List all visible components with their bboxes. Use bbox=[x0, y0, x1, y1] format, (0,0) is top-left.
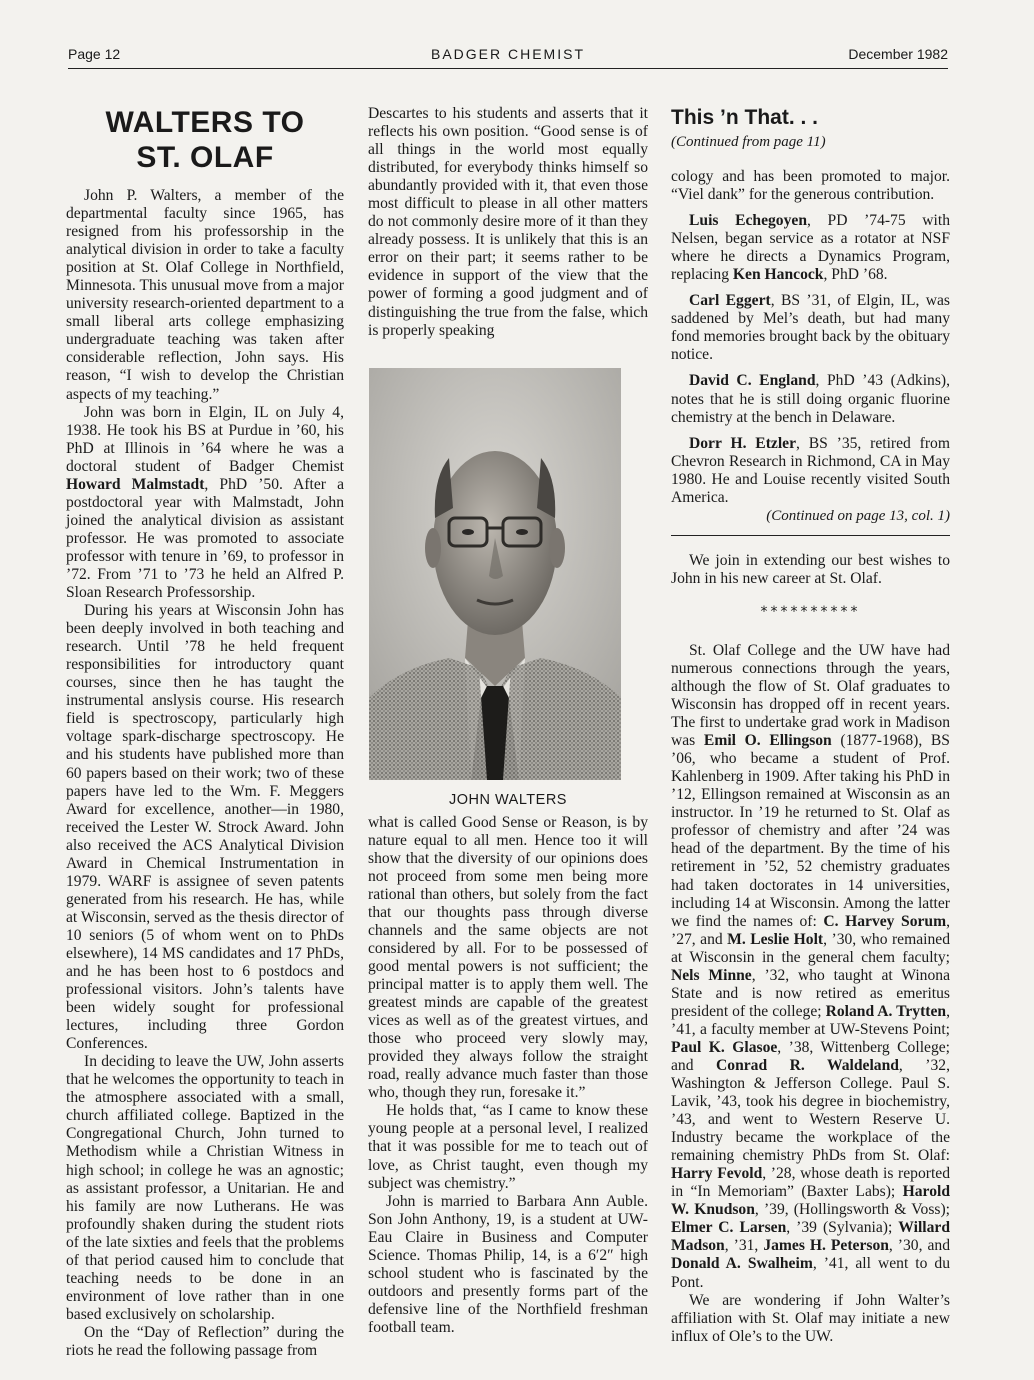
publication-title: BADGER CHEMIST bbox=[430, 46, 585, 62]
article-paragraph: Descartes to his students and asserts that it reflects his own position. “Good sense is of all things in the world most equally distributed, for everybody thinks himself so abundantly provided with it, that even those most difficult to please in all other matters do not commonly desire more of it than they already possess. It is unlikely that this is an error on their part; it seems rather to be evidence in support of the view that the power of forming a good judgment and of distinguishing the true from the false, which is properly speaking bbox=[368, 105, 648, 339]
continued-from-note: (Continued from page 11) bbox=[671, 134, 826, 150]
sidebar-entry: David C. England, PhD ’43 (Adkins), notes that he is still doing organic fluorine chemistry at the bench in Delaware. bbox=[671, 372, 950, 426]
sidebar-entry: Luis Echegoyen, PD ’74-75 with Nelsen, began service as a rotator at NSF where he directs a Dynamics Program, replacing Ken Hancock, PhD ’68. bbox=[671, 212, 950, 284]
photo-caption: JOHN WALTERS bbox=[449, 791, 567, 808]
article-paragraph: John was born in Elgin, IL on July 4, 1938. He took his BS at Purdue in ’60, his PhD at Illinois in ’64 where he was a doctoral student of Badger Chemist Howard Malmstadt, PhD ’50. After a postdoctoral year with Malmstadt, John joined the analytical division as assistant professor. He was promoted to associate professor with tenure in ’69, to professor in ’72. From ’71 to ’73 he held an Alfred P. Sloan Research Professorship. bbox=[66, 403, 344, 602]
article-paragraph: St. Olaf College and the UW have had numerous connections through the years, although the flow of St. Olaf graduates to Wisconsin has dropped off in recent years. The first to undertake grad work in Madison was Emil O. Ellingson (1877-1968), BS ’06, who became a student of Prof. Kahlenberg in 1909. After taking his PhD in ’12, Ellingson remained at Wisconsin as an instructor. In ’19 he returned to St. Olaf as professor of chemistry and after ’24 was head of the department. By the time of his retirement in ’52, 52 chemistry graduates had taken doctorates in 14 universities, including 14 at Wisconsin. Among the latter we find the names of: C. Harvey Sorum, ’27, and M. Leslie Holt, ’30, who remained at Wisconsin in the general chem faculty; Nels Minne, ’32, who taught at Winona State and is now retired as emeritus president of the college; Roland A. Trytten, ’41, a faculty member at UW-Stevens Point; Paul K. Glasoe, ’38, Wittenberg College; and Conrad R. Waldeland, ’32, Washington & Jefferson College. Paul S. Lavik, ’43, took his degree in biochemistry, ’43, and went to Western Reserve U. Industry became the workplace of the remaining chemistry PhDs from St. Olaf: Harry Fevold, ’28, whose death is reported in “In Memoriam” (Baxter Labs); Harold W. Knudson, ’39, (Hollingsworth & Voss); Elmer C. Larsen, ’39 (Sylvania); Willard Madson, ’31, James H. Peterson, ’30, and Donald A. Swalheim, ’41, all went to du Pont. bbox=[671, 641, 951, 1291]
sidebar-title: This ’n That. . . bbox=[671, 106, 818, 129]
headline-line-1: WALTERS TO bbox=[105, 106, 305, 139]
sidebar-entry: Carl Eggert, BS ’31, of Elgin, IL, was saddened by Mel’s death, but had many fond memories brought back by the obituary notice. bbox=[671, 292, 950, 364]
article-paragraph: In deciding to leave the UW, John asserts that he welcomes the opportunity to teach in the atmosphere associated with a small, church affiliated college. Baptized in the Congregational Church, John turned to Methodism while a Christian Witness in high school; in college he was an agnostic; as assistant professor, a Unitarian. He and his family are now Lutherans. He was profoundly shaken during the student riots of the late sixties and feels that the problems of that period caused him to conclude that teaching needs to be done in an environment of love rather than in one based exclusively on scholarship. bbox=[66, 1053, 345, 1323]
article-column-3 bbox=[671, 105, 950, 1346]
article-column-1 bbox=[66, 105, 344, 1360]
sidebar-entry: Dorr H. Etzler, BS ’35, retired from Chevron Research in Richmond, CA in May 1980. He and Louise recently visited South America. bbox=[671, 434, 950, 506]
continued-on-note: (Continued on page 13, col. 1) bbox=[766, 507, 950, 524]
page-header bbox=[68, 44, 948, 69]
article-paragraph: He holds that, “as I came to know these young people at a personal level, I realized that it was possible for me to teach out of love, as Christ taught, even though my subject was chemistry.” bbox=[368, 1102, 648, 1192]
article-column-2 bbox=[368, 105, 648, 1337]
article-paragraph: We are wondering if John Walter’s affiliation with St. Olaf may initiate a new influx of Ole’s to the UW. bbox=[671, 1291, 950, 1345]
article-paragraph: John P. Walters, a member of the departmental faculty since 1965, has resigned from his professorship in the analytical division in order to take a faculty position at St. Olaf College in Northfield, Minnesota. This unusual move from a major university research-oriented department to a small liberal arts college emphasizing undergraduate teaching was taken after considerable reflection, John says. His reason, “I wish to develop the Christian aspects of my teaching.” bbox=[66, 187, 344, 403]
article-paragraph: what is called Good Sense or Reason, is by nature equal to all men. Hence too it will show that the diversity of our opinions does not proceed from some men being more rational than others, but solely from the fact that our thoughts pass through diverse channels and the same objects are not considered by all. For to be possessed of good mental powers is not sufficient; the principal matter is to apply them well. The greatest minds are capable of the greatest vices as well as of the greatest virtues, and those who proceed very slowly may, provided they always follow the straight road, really advance much faster than those who, though they run, foresake it.” bbox=[368, 813, 648, 1102]
issue-date: December 1982 bbox=[848, 46, 948, 62]
article-paragraph: John is married to Barbara Ann Auble. Son John Anthony, 19, is a student at UW-Eau Claire in Business and Computer Science. Thomas Philip, 14, is a 6′2″ high school student who is fascinated by the outdoors and presently forms part of the defensive line of the Northfield freshman football team. bbox=[368, 1192, 648, 1336]
article-paragraph: During his years at Wisconsin John has been deeply involved in both teaching and research. Until ’78 he held frequent responsibilities for introductory quant courses, since then he has taught the instrumental anslysis course. His research field is spectroscopy, particularly high voltage spark-discharge spectroscopy. He and his students have published more than 60 papers based on their work; two of these papers have led to the Wm. F. Meggers Award for excellence, another—in 1980, received the Lester W. Strock Award. John also received the ACS Analytical Division Award in Chemical Instrumentation in 1979. WARF is assignee of seven patents generated from his research. He has, while at Wisconsin, served as the thesis director of 10 seniors (5 of whom went on to PhDs elsewhere), 14 MS candidates and 17 PhDs, and he has been host to 6 postdocs and professional visitors. John’s talents have been widely sought for professional lectures, including three Gordon Conferences. bbox=[66, 602, 344, 1053]
page-number: Page 12 bbox=[68, 46, 121, 62]
portrait-photo bbox=[369, 368, 621, 780]
headline-line-2: ST. OLAF bbox=[136, 141, 274, 174]
star-separator: ********** bbox=[760, 603, 861, 620]
article-headline bbox=[66, 105, 344, 175]
article-paragraph: On the “Day of Reflection” during the riots he read the following passage from bbox=[66, 1323, 344, 1359]
section-divider bbox=[671, 535, 950, 536]
sidebar-paragraph: cology and has been promoted to major. “Viel dank” for the generous contribution. bbox=[671, 168, 950, 204]
portrait-illustration bbox=[369, 368, 621, 780]
article-paragraph: We join in extending our best wishes to John in his new career at St. Olaf. bbox=[671, 551, 950, 587]
